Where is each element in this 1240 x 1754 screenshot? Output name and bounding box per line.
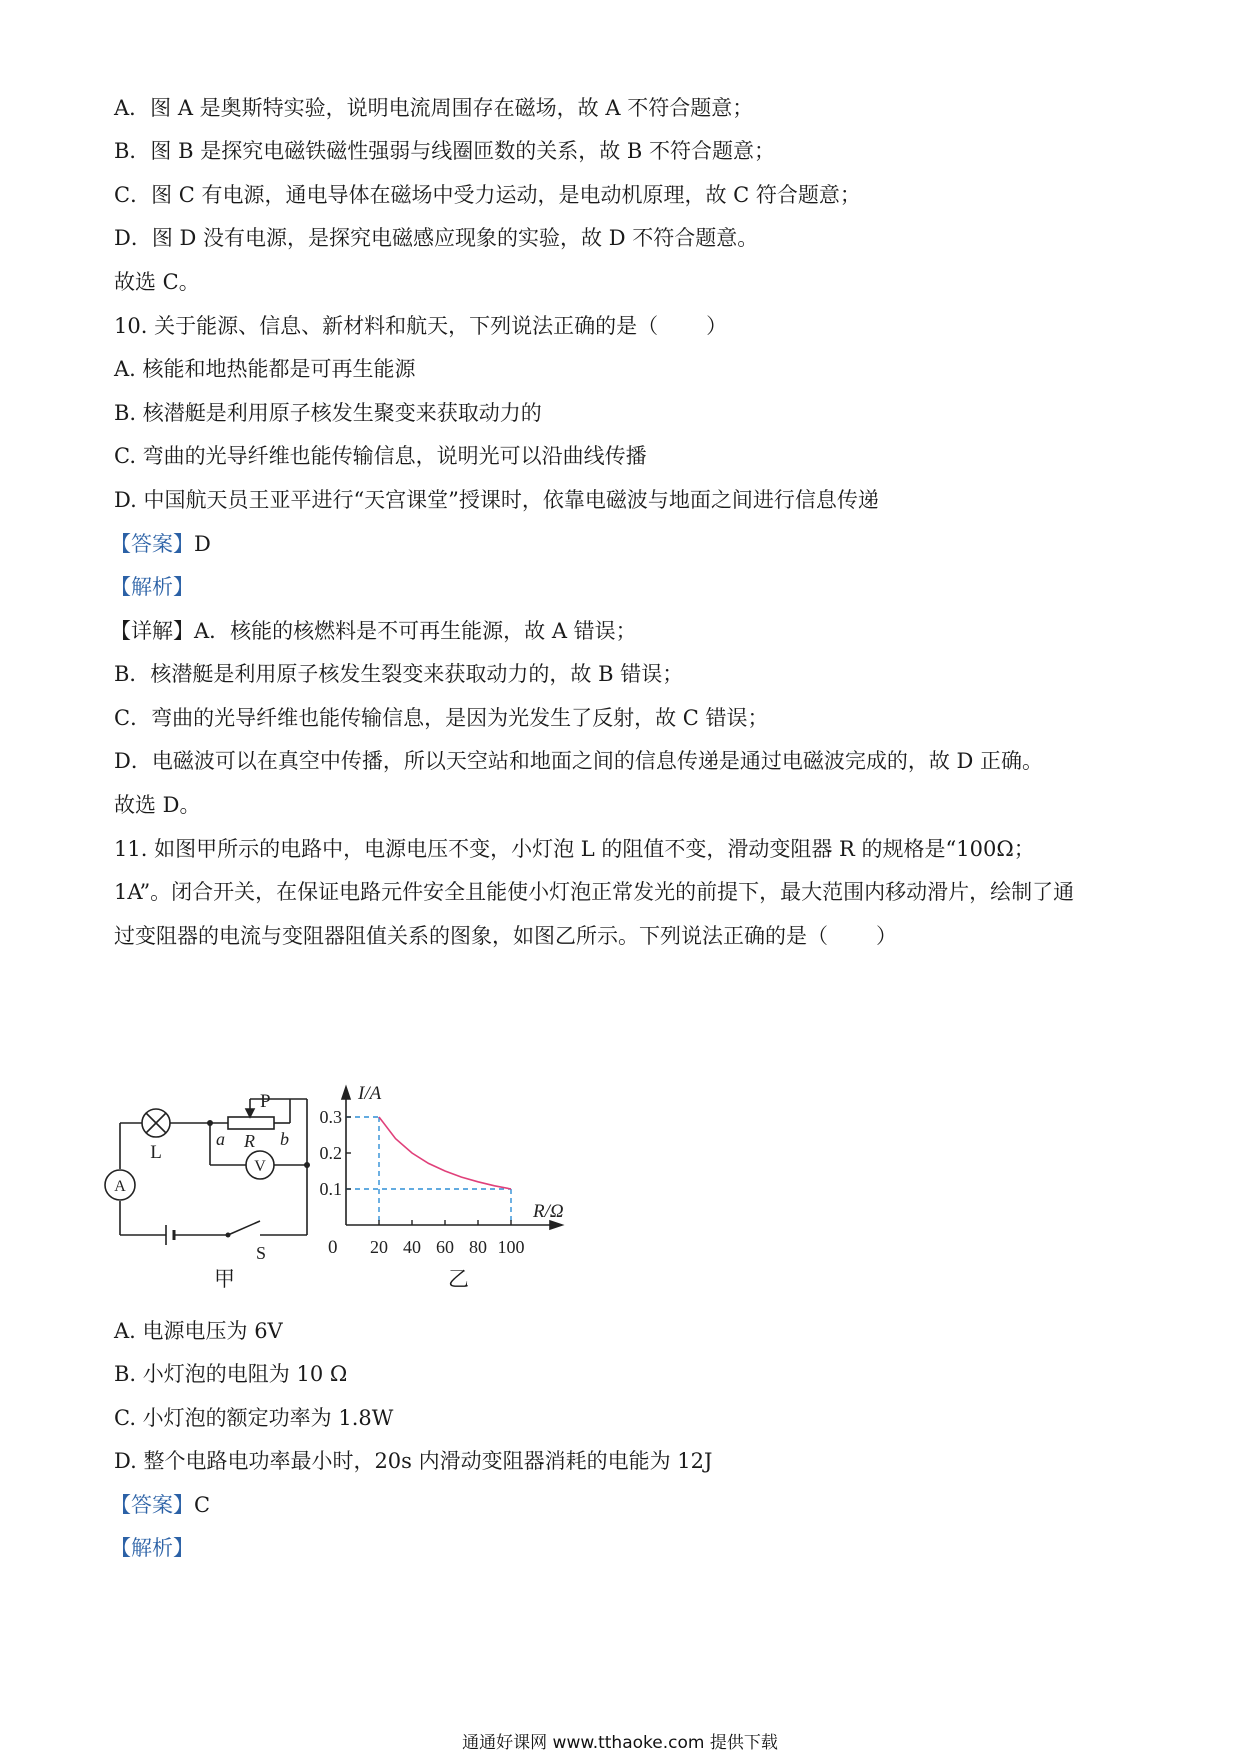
answer-value: C bbox=[194, 1493, 211, 1517]
svg-text:A: A bbox=[114, 1178, 126, 1195]
option-a: A. 电源电压为 6V bbox=[114, 1319, 283, 1343]
answer-line bbox=[110, 529, 211, 559]
option-c: C. 小灯泡的额定功率为 1.8W bbox=[114, 1406, 394, 1430]
lamp-label: L bbox=[150, 1142, 162, 1163]
stem-text: 过变阻器的电流与变阻器阻值关系的图象，如图乙所示。下列说法正确的是（ bbox=[114, 924, 828, 948]
stem-close: ） bbox=[706, 314, 728, 338]
option-b: B. 小灯泡的电阻为 10 Ω bbox=[114, 1362, 348, 1386]
lamp-icon bbox=[142, 1109, 170, 1137]
circuit-caption: 甲 bbox=[214, 1267, 235, 1291]
current-resistance-graph bbox=[319, 1083, 618, 1295]
option-d: D. 中国航天员王亚平进行“天宫课堂”授课时，依靠电磁波与地面之间进行信息传递 bbox=[114, 488, 879, 512]
stem-text: 10. 关于能源、信息、新材料和航天，下列说法正确的是（ bbox=[114, 314, 659, 338]
footer: 通通好课网 www.tthaoke.com 提供下载 bbox=[462, 1733, 778, 1753]
answer-tag: 【答案】 bbox=[110, 1493, 194, 1517]
x-tick-label: 60 bbox=[436, 1237, 454, 1257]
x-tick-label: 80 bbox=[469, 1237, 487, 1257]
resistor bbox=[228, 1117, 274, 1129]
origin-label: 0 bbox=[328, 1237, 338, 1258]
question-10-stem bbox=[114, 311, 727, 341]
option-d: D. 整个电路电功率最小时，20s 内滑动变阻器消耗的电能为 12J bbox=[114, 1449, 713, 1473]
answer-line bbox=[110, 1490, 210, 1520]
detail-line: D．电磁波可以在真空中传播，所以天空站和地面之间的信息传递是通过电磁波完成的，故 D 正确。 bbox=[114, 749, 1044, 773]
detail-line: C．弯曲的光导纤维也能传输信息，是因为光发生了反射，故 C 错误； bbox=[114, 706, 769, 730]
detail-tag: 【详解】 bbox=[110, 619, 194, 643]
resistor-label: R bbox=[244, 1131, 255, 1151]
option-b: B. 核潜艇是利用原子核发生聚变来获取动力的 bbox=[114, 401, 542, 425]
series-line bbox=[379, 1117, 511, 1189]
question-11-stem: 11. 如图甲所示的电路中，电源电压不变，小灯泡 L 的阻值不变，滑动变阻器 R 的规格是“100Ω； bbox=[114, 837, 1035, 861]
question-11-stem: 1A”。闭合开关，在保证电路元件安全且能使小灯泡正常发光的前提下，最大范围内移动滑片，绘制了通 bbox=[114, 880, 1075, 904]
x-tick-label: 20 bbox=[370, 1237, 388, 1257]
x-axis-label: R/Ω bbox=[533, 1201, 564, 1222]
question-11-stem bbox=[114, 921, 897, 951]
text-line: B．图 B 是探究电磁铁磁性强弱与线圈匝数的关系，故 B 不符合题意； bbox=[114, 139, 775, 163]
ammeter-icon bbox=[105, 1170, 135, 1200]
text-line: D．图 D 没有电源，是探究电磁感应现象的实验，故 D 不符合题意。 bbox=[114, 226, 759, 250]
option-c: C. 弯曲的光导纤维也能传输信息，说明光可以沿曲线传播 bbox=[114, 444, 647, 468]
analysis-tag: 【解析】 bbox=[110, 1536, 194, 1560]
switch-label: S bbox=[256, 1243, 267, 1263]
stem-close: ） bbox=[876, 924, 897, 948]
text-line: A．图 A 是奥斯特实验，说明电流周围存在磁场，故 A 不符合题意； bbox=[114, 96, 754, 120]
end-b-label: b bbox=[280, 1129, 289, 1149]
text-line: 故选 C。 bbox=[114, 270, 200, 294]
text-line: C．图 C 有电源，通电导体在磁场中受力运动，是电动机原理，故 C 符合题意； bbox=[114, 183, 861, 207]
x-tick-label: 100 bbox=[497, 1237, 525, 1257]
svg-text:V: V bbox=[254, 1158, 266, 1175]
graph-caption: 乙 bbox=[448, 1267, 469, 1291]
slider-label: P bbox=[260, 1091, 271, 1112]
option-a: A. 核能和地热能都是可再生能源 bbox=[114, 357, 416, 381]
x-tick-label: 40 bbox=[403, 1237, 421, 1257]
y-tick-label: 0.2 bbox=[319, 1143, 342, 1163]
answer-value: D bbox=[194, 532, 211, 556]
figures bbox=[110, 1085, 630, 1295]
detail-line: B．核潜艇是利用原子核发生裂变来获取动力的，故 B 错误； bbox=[114, 662, 684, 686]
voltmeter-icon bbox=[246, 1151, 274, 1179]
y-tick-label: 0.3 bbox=[319, 1107, 342, 1127]
end-a-label: a bbox=[216, 1129, 225, 1149]
detail-line bbox=[110, 616, 637, 646]
y-tick-label: 0.1 bbox=[319, 1179, 342, 1199]
y-axis-label: I/A bbox=[358, 1083, 382, 1104]
detail-line: 故选 D。 bbox=[114, 793, 201, 817]
detail-text: A．核能的核燃料是不可再生能源，故 A 错误； bbox=[194, 619, 637, 643]
answer-tag: 【答案】 bbox=[110, 532, 194, 556]
analysis-tag: 【解析】 bbox=[110, 575, 194, 599]
